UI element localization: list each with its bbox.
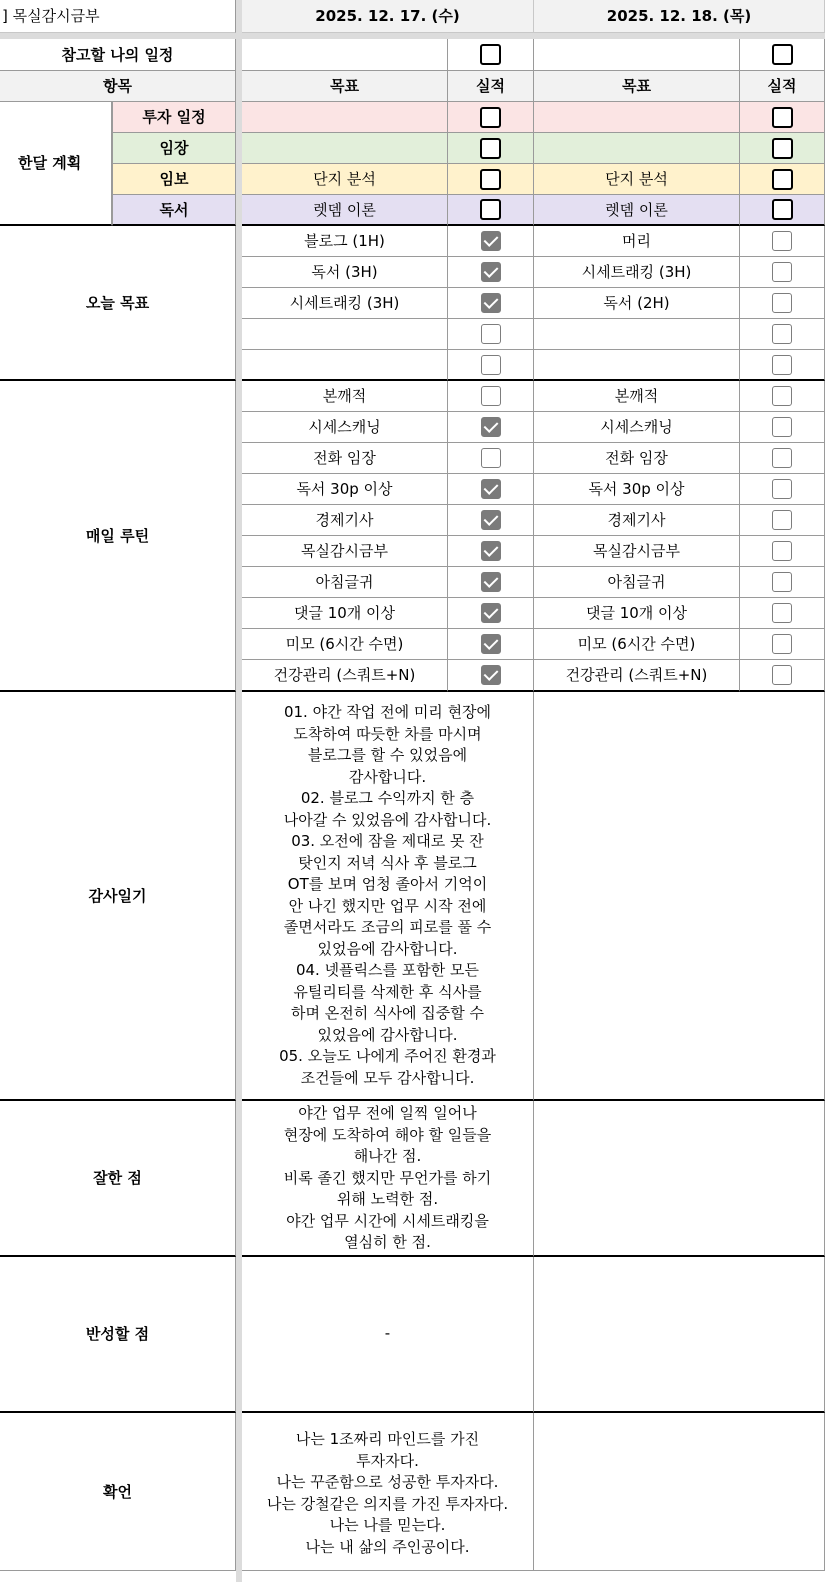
monthly-item-label: 투자 일정 <box>112 102 236 133</box>
checkbox[interactable] <box>481 448 501 468</box>
routine-result-day1[interactable] <box>448 505 534 536</box>
reflect-day1[interactable]: - <box>242 1257 534 1413</box>
monthly-goal-day2[interactable] <box>534 102 740 133</box>
routine-goal-day1[interactable]: 시세스캐닝 <box>242 412 448 443</box>
checkbox[interactable] <box>772 417 792 437</box>
checkbox[interactable] <box>772 510 792 530</box>
checkbox-checked[interactable] <box>481 231 501 251</box>
routine-result-day1[interactable] <box>448 412 534 443</box>
gratitude-label: 감사일기 <box>0 692 236 1101</box>
routine-goal-day2[interactable]: 아침글귀 <box>534 567 740 598</box>
routine-result-day2[interactable] <box>740 660 825 692</box>
checkbox-checked[interactable] <box>481 293 501 313</box>
today-goal-label: 오늘 목표 <box>0 226 236 381</box>
reference-day1-cell[interactable] <box>242 39 448 71</box>
checkbox[interactable] <box>480 138 501 159</box>
today-goal-day2[interactable]: 독서 (2H) <box>534 288 740 319</box>
sheet-title[interactable]: ] 목실감시금부 <box>0 0 236 33</box>
routine-result-day2[interactable] <box>740 567 825 598</box>
monthly-goal-day2[interactable] <box>534 133 740 164</box>
today-goal-day1[interactable] <box>242 350 448 381</box>
routine-goal-day2[interactable]: 목실감시금부 <box>534 536 740 567</box>
routine-result-day1[interactable] <box>448 567 534 598</box>
routine-goal-day1[interactable]: 독서 30p 이상 <box>242 474 448 505</box>
reference-day2-checkbox-cell[interactable] <box>740 39 825 71</box>
date-header-day1[interactable]: 2025. 12. 17. (수) <box>242 0 534 33</box>
date-header-day2[interactable]: 2025. 12. 18. (목) <box>534 0 825 33</box>
affirmation-label: 확언 <box>0 1413 236 1571</box>
today-result-day1[interactable] <box>448 257 534 288</box>
checkbox[interactable] <box>772 603 792 623</box>
today-result-day1[interactable] <box>448 288 534 319</box>
routine-result-day1[interactable] <box>448 536 534 567</box>
monthly-goal-day1[interactable] <box>242 102 448 133</box>
routine-result-day2[interactable] <box>740 412 825 443</box>
checkbox[interactable] <box>772 541 792 561</box>
routine-goal-day2[interactable]: 독서 30p 이상 <box>534 474 740 505</box>
checkbox[interactable] <box>480 169 501 190</box>
reference-day2-cell[interactable] <box>534 39 740 71</box>
today-goal-day2[interactable]: 머리 <box>534 226 740 257</box>
routine-result-day2[interactable] <box>740 381 825 412</box>
checkbox[interactable] <box>772 665 792 685</box>
today-goal-day1[interactable]: 시세트래킹 (3H) <box>242 288 448 319</box>
today-result-day2[interactable] <box>740 288 825 319</box>
monthly-plan-label <box>0 102 112 226</box>
checkbox-checked[interactable] <box>481 541 501 561</box>
checkbox[interactable] <box>772 634 792 654</box>
well-done-day2[interactable] <box>534 1101 825 1257</box>
today-result-day1[interactable] <box>448 350 534 381</box>
routine-result-day1[interactable] <box>448 660 534 692</box>
checkbox[interactable] <box>772 386 792 406</box>
routine-result-day2[interactable] <box>740 536 825 567</box>
monthly-item-label: 임장 <box>112 133 236 164</box>
monthly-goal-day1[interactable] <box>242 133 448 164</box>
monthly-item-label: 독서 <box>112 195 236 226</box>
routine-goal-day2[interactable]: 시세스캐닝 <box>534 412 740 443</box>
checkbox-checked[interactable] <box>481 479 501 499</box>
gratitude-day1[interactable]: 01. 야간 작업 전에 미리 현장에 도착하여 따듯한 차를 마시며 블로그를 할 수 있었음에 감사합니다. 02. 블로그 수익까지 한 층 나아갈 수 있었음에 감사합니다. 03. 오전에 잠을 제대로 못 잔 탓인지 저녁 식사 후 블로그 OT를 보며 엄청 졸아서 기억이 안 나긴 했지만 업무 시작 전에 졸면서라도 조금의 피로를 풀 수 있었음에 감사합니다. 04. 넷플릭스를 포함한 모든 유틸리티를 삭제한 후 식사를 하며 온전히 식사에 집중할 수 있었음에 감사합니다. 05. 오늘도 나에게 주어진 환경과 조건들에 모두 감사합니다. <box>242 692 534 1101</box>
today-goal-day1[interactable] <box>242 319 448 350</box>
today-result-day1[interactable] <box>448 226 534 257</box>
checkbox[interactable] <box>772 169 793 190</box>
routine-result-day1[interactable] <box>448 443 534 474</box>
routine-goal-day1[interactable]: 미모 (6시간 수면) <box>242 629 448 660</box>
checkbox[interactable] <box>772 107 793 128</box>
checkbox-checked[interactable] <box>481 510 501 530</box>
checkbox[interactable] <box>772 44 793 65</box>
checkbox-checked[interactable] <box>481 262 501 282</box>
monthly-result-day1[interactable] <box>448 164 534 195</box>
routine-goal-day2[interactable]: 미모 (6시간 수면) <box>534 629 740 660</box>
monthly-goal-day1[interactable]: 렛뎀 이론 <box>242 195 448 226</box>
routine-goal-day2[interactable]: 경제기사 <box>534 505 740 536</box>
today-result-day2[interactable] <box>740 319 825 350</box>
checkbox[interactable] <box>772 138 793 159</box>
routine-goal-day1[interactable]: 전화 임장 <box>242 443 448 474</box>
affirmation-day2[interactable] <box>534 1413 825 1571</box>
daily-routine-label: 매일 루틴 <box>0 381 236 692</box>
monthly-item-label: 임보 <box>112 164 236 195</box>
monthly-goal-day2[interactable]: 단지 분석 <box>534 164 740 195</box>
goal-header-day1: 목표 <box>242 71 448 102</box>
gratitude-day2[interactable] <box>534 692 825 1101</box>
affirmation-day1[interactable]: 나는 1조짜리 마인드를 가진 투자자다. 나는 꾸준함으로 성공한 투자자다. 나는 강철같은 의지를 가진 투자자다. 나는 나를 믿는다. 나는 내 삶의 주인공이다. <box>242 1413 534 1571</box>
well-done-day1[interactable]: 야간 업무 전에 일찍 일어나 현장에 도착하여 해야 할 일들을 해나간 점. 비록 졸긴 했지만 무언가를 하기 위해 노력한 점. 야간 업무 시간에 시세트래킹을 열심히 한 점. <box>242 1101 534 1257</box>
routine-result-day1[interactable] <box>448 474 534 505</box>
checkbox[interactable] <box>481 324 501 344</box>
checkbox[interactable] <box>480 199 501 220</box>
monthly-goal-day1[interactable]: 단지 분석 <box>242 164 448 195</box>
routine-result-day2[interactable] <box>740 629 825 660</box>
checkbox[interactable] <box>481 355 501 375</box>
reflect-label: 반성할 점 <box>0 1257 236 1413</box>
checkbox[interactable] <box>772 479 792 499</box>
checkbox[interactable] <box>772 262 792 282</box>
routine-goal-day1[interactable]: 댓글 10개 이상 <box>242 598 448 629</box>
routine-goal-day1[interactable]: 본깨적 <box>242 381 448 412</box>
checkbox[interactable] <box>480 44 501 65</box>
routine-goal-day2[interactable]: 건강관리 (스쿼트+N) <box>534 660 740 692</box>
today-goal-day1[interactable]: 독서 (3H) <box>242 257 448 288</box>
routine-goal-day2[interactable]: 전화 임장 <box>534 443 740 474</box>
monthly-plan-label-text: 한달 계획 <box>18 154 82 172</box>
today-result-day1[interactable] <box>448 319 534 350</box>
checkbox[interactable] <box>772 448 792 468</box>
today-goal-day2[interactable] <box>534 319 740 350</box>
routine-result-day1[interactable] <box>448 598 534 629</box>
routine-goal-day1[interactable]: 아침글귀 <box>242 567 448 598</box>
today-result-day2[interactable] <box>740 350 825 381</box>
reflect-day2[interactable] <box>534 1257 825 1413</box>
monthly-goal-day2[interactable]: 렛뎀 이론 <box>534 195 740 226</box>
reference-schedule-label[interactable]: 참고할 나의 일정 <box>0 39 236 71</box>
routine-goal-day1[interactable]: 경제기사 <box>242 505 448 536</box>
routine-goal-day2[interactable]: 댓글 10개 이상 <box>534 598 740 629</box>
routine-result-day1[interactable] <box>448 381 534 412</box>
checkbox[interactable] <box>481 386 501 406</box>
checkbox[interactable] <box>772 231 792 251</box>
monthly-result-day2[interactable] <box>740 133 825 164</box>
today-goal-day1[interactable]: 블로그 (1H) <box>242 226 448 257</box>
routine-goal-day1[interactable]: 목실감시금부 <box>242 536 448 567</box>
checkbox[interactable] <box>772 293 792 313</box>
routine-goal-day2[interactable]: 본깨적 <box>534 381 740 412</box>
well-done-label: 잘한 점 <box>0 1101 236 1257</box>
item-header: 항목 <box>0 71 236 102</box>
checkbox[interactable] <box>772 355 792 375</box>
result-header-day2: 실적 <box>740 71 825 102</box>
monthly-result-day1[interactable] <box>448 195 534 226</box>
checkbox-checked[interactable] <box>481 665 501 685</box>
today-goal-day2[interactable]: 시세트래킹 (3H) <box>534 257 740 288</box>
routine-result-day2[interactable] <box>740 443 825 474</box>
monthly-result-day2[interactable] <box>740 195 825 226</box>
today-result-day2[interactable] <box>740 226 825 257</box>
checkbox-checked[interactable] <box>481 572 501 592</box>
checkbox[interactable] <box>772 199 793 220</box>
routine-result-day2[interactable] <box>740 505 825 536</box>
monthly-result-day2[interactable] <box>740 102 825 133</box>
monthly-result-day1[interactable] <box>448 102 534 133</box>
checkbox-checked[interactable] <box>481 417 501 437</box>
routine-result-day2[interactable] <box>740 598 825 629</box>
routine-goal-day1[interactable]: 건강관리 (스쿼트+N) <box>242 660 448 692</box>
checkbox[interactable] <box>772 324 792 344</box>
checkbox-checked[interactable] <box>481 603 501 623</box>
routine-result-day2[interactable] <box>740 474 825 505</box>
routine-result-day1[interactable] <box>448 629 534 660</box>
checkbox[interactable] <box>480 107 501 128</box>
checkbox[interactable] <box>772 572 792 592</box>
goal-header-day2: 목표 <box>534 71 740 102</box>
monthly-result-day1[interactable] <box>448 133 534 164</box>
today-result-day2[interactable] <box>740 257 825 288</box>
reference-day1-checkbox-cell[interactable] <box>448 39 534 71</box>
monthly-result-day2[interactable] <box>740 164 825 195</box>
result-header-day1: 실적 <box>448 71 534 102</box>
checkbox-checked[interactable] <box>481 634 501 654</box>
today-goal-day2[interactable] <box>534 350 740 381</box>
